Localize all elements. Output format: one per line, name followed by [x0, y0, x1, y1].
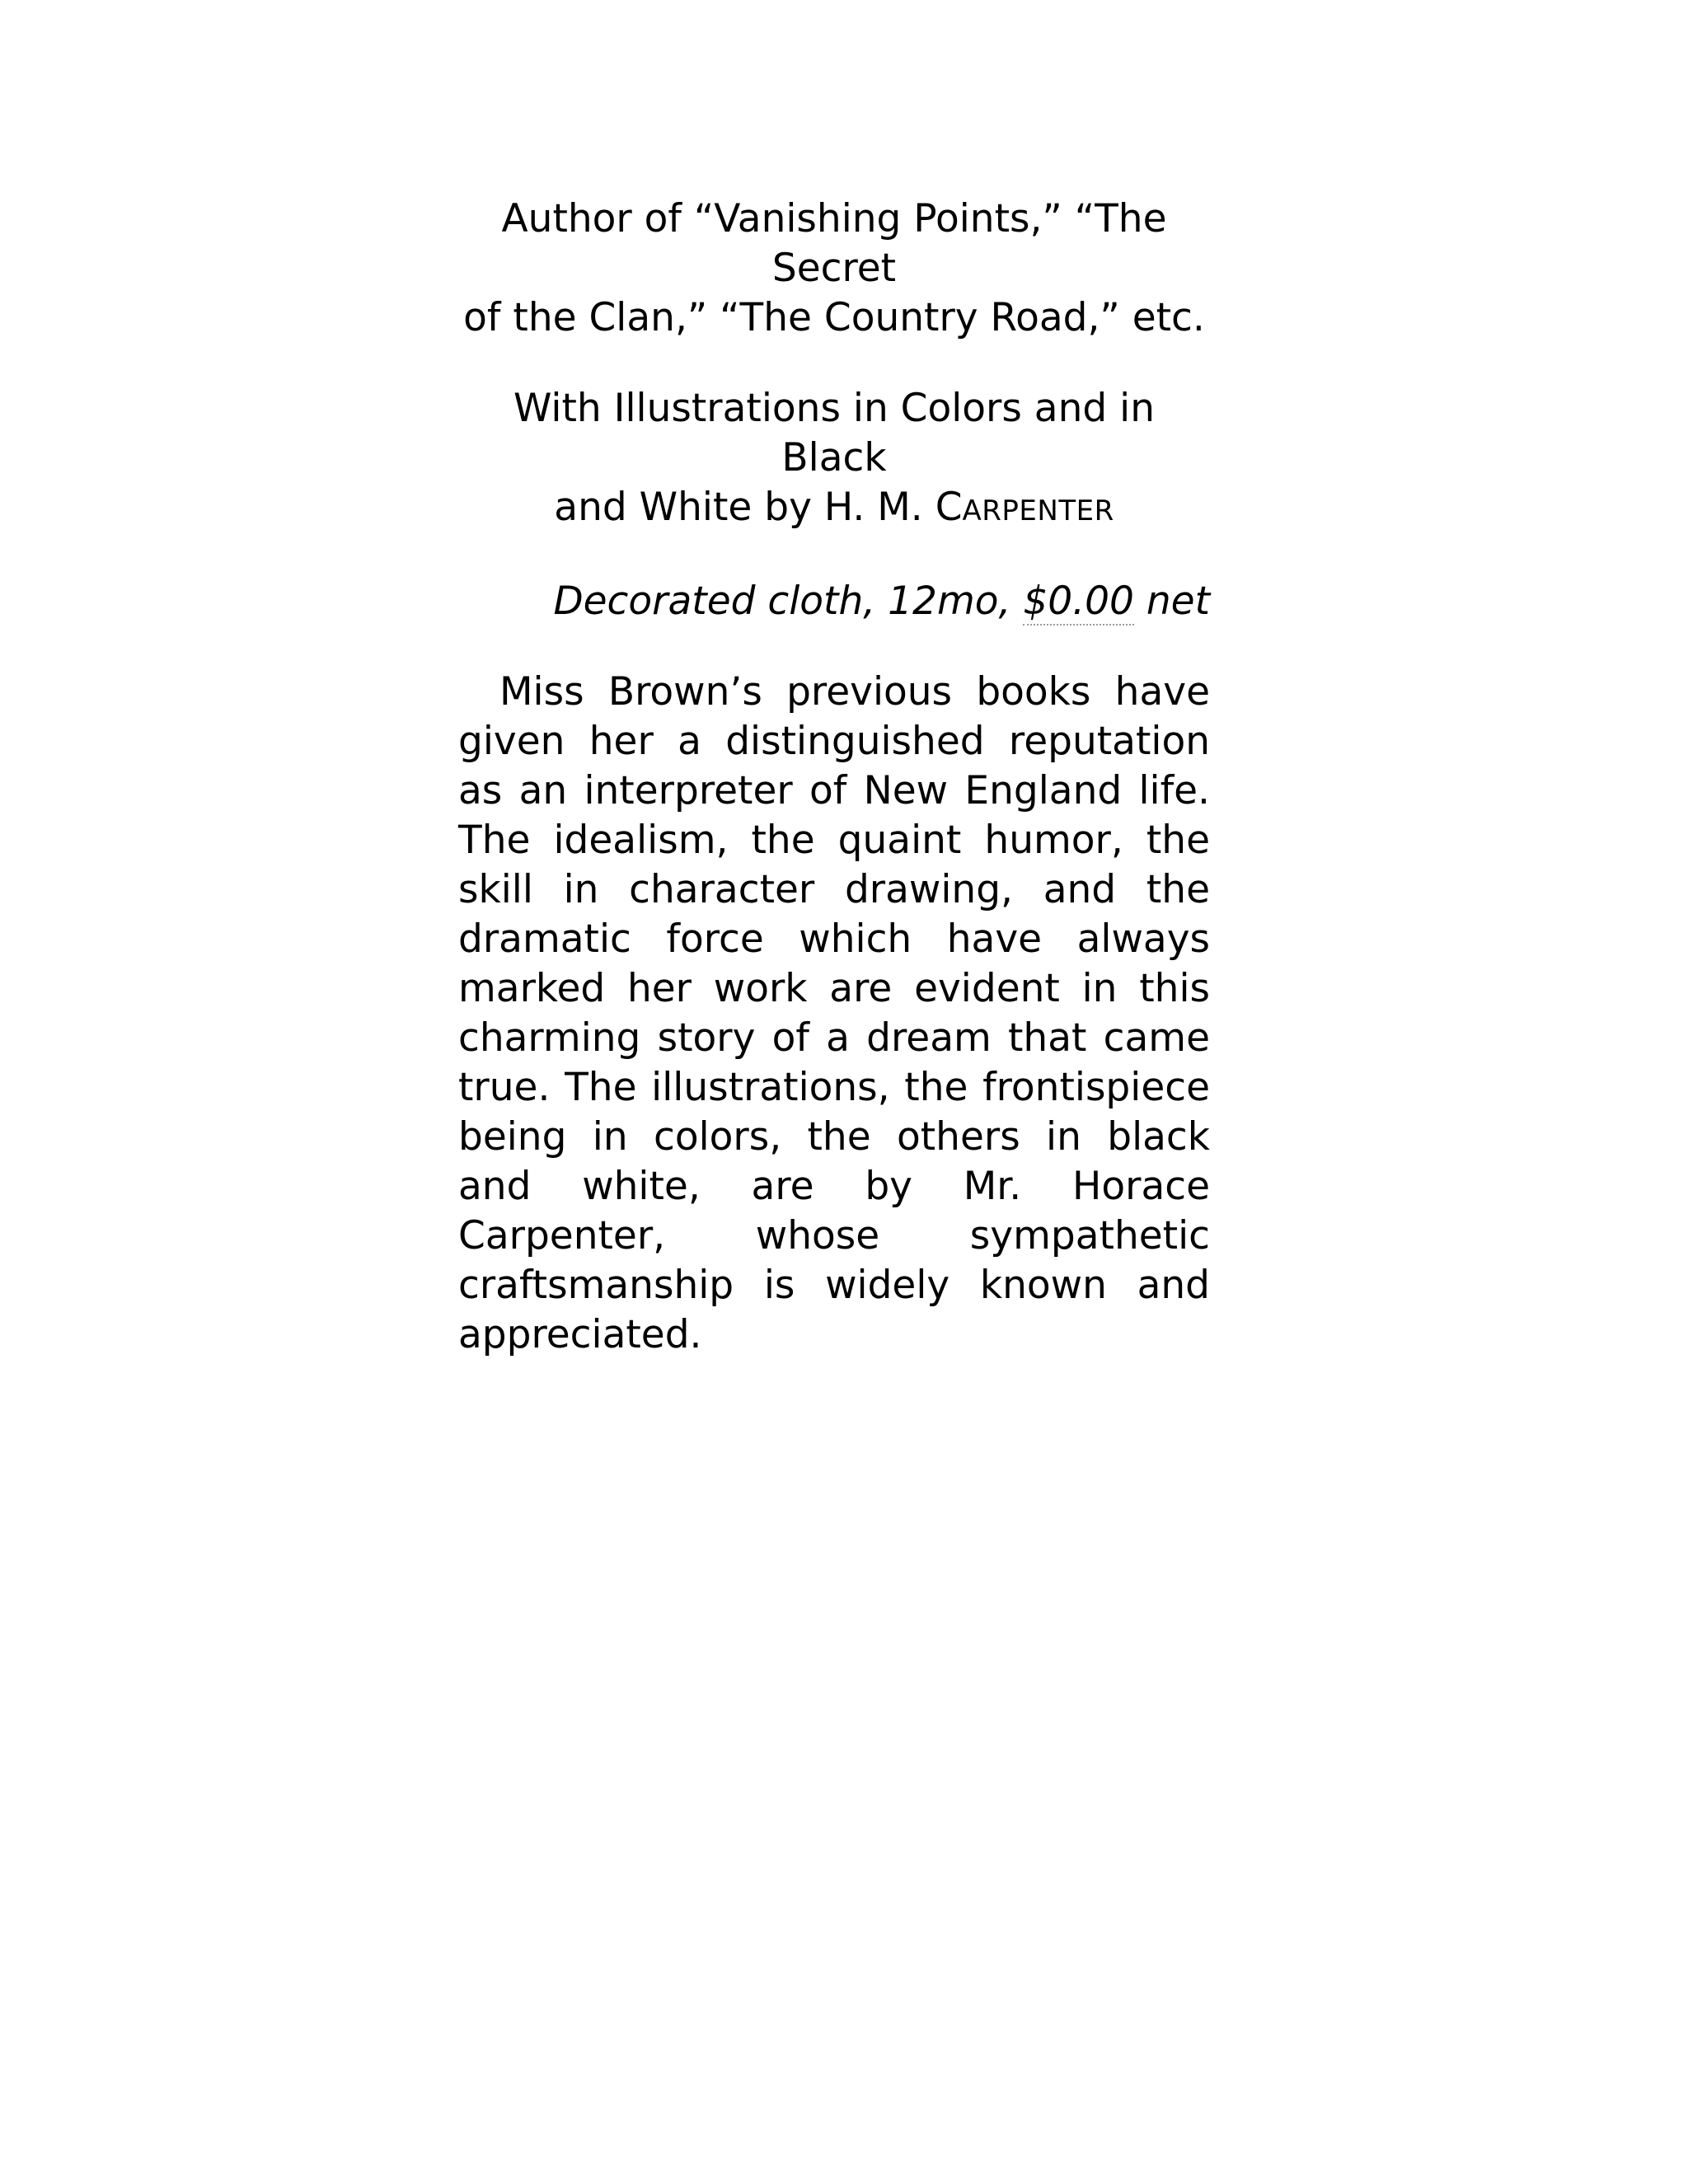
book-description: Miss Brown’s previous books have given her a distinguished reputation as an interpreter of New England life. The idealism, the quaint humor, the skill in character drawing, and the dramatic force which have always marked her work are evident in this charming story of a dream that came true. The illustrations, the frontispiece being in colors, the others in black and white, are by Mr. Horace Carpenter, whose sympathetic craftsmanship is widely known and appreciated. — [458, 669, 1210, 1357]
illustration-credits — [458, 384, 1210, 536]
price-suffix: net — [1133, 579, 1210, 624]
book-advertisement — [458, 194, 1210, 1360]
author-credits-line-2: of the Clan,” “The Country Road,” etc. — [463, 295, 1205, 340]
author-credits — [458, 194, 1210, 343]
price-amount: $0.00 — [1023, 579, 1134, 624]
binding-format: Decorated cloth, 12mo, — [553, 579, 1024, 624]
illustrator-name-initial: C — [935, 485, 963, 530]
price-line — [458, 577, 1210, 626]
illustration-credits-line-1: With Illustrations in Colors and in Black — [513, 386, 1156, 480]
illustration-credits-line-2: and White by H. M. — [554, 485, 935, 530]
author-credits-line-1: Author of “Vanishing Points,” “The Secret — [501, 196, 1167, 291]
illustrator-name-smallcaps: ARPENTER — [962, 494, 1114, 527]
